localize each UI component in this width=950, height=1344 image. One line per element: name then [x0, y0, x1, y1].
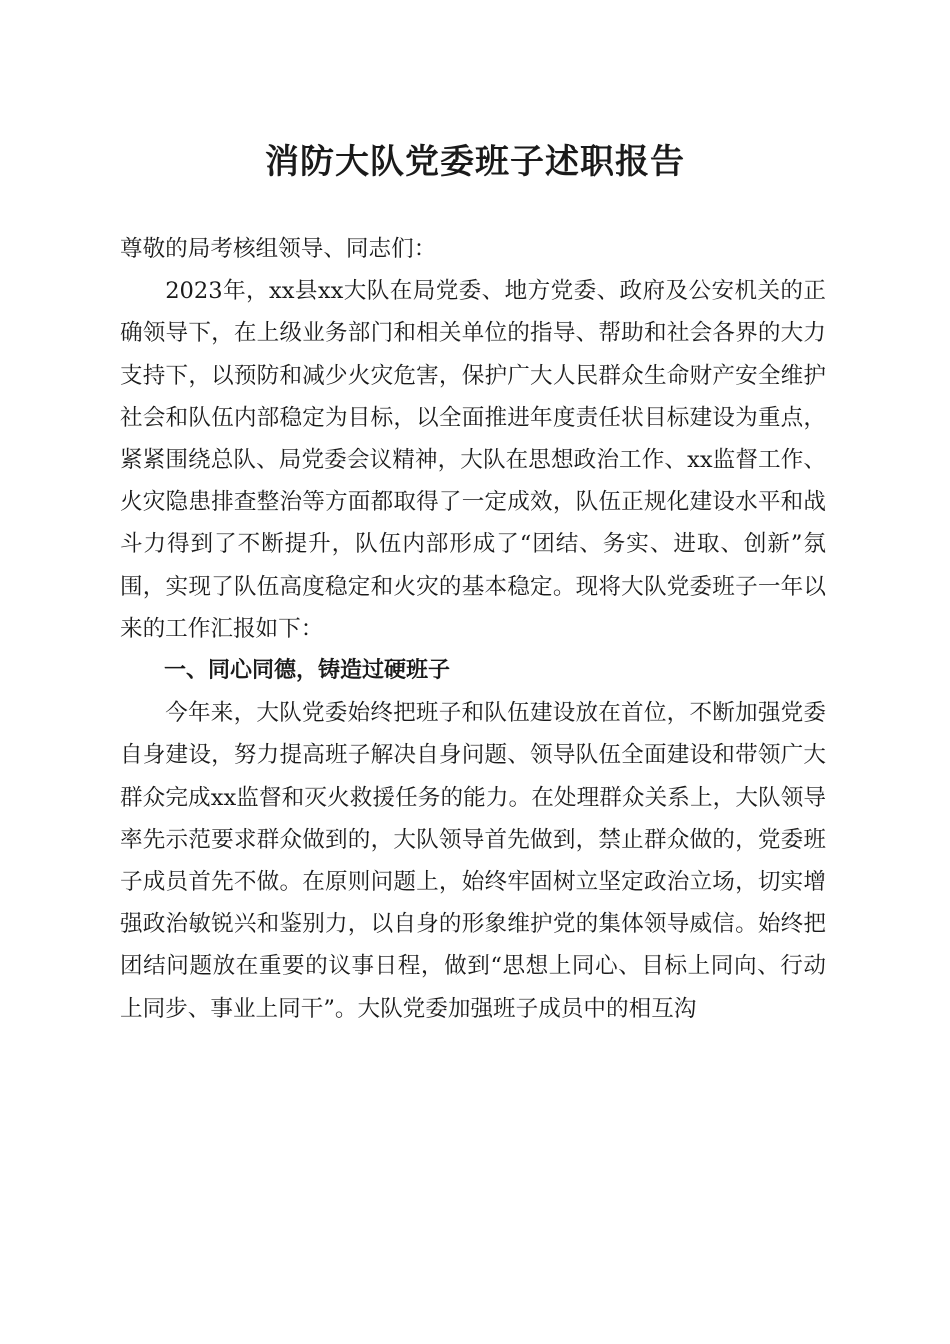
section-paragraph: 今年来，大队党委始终把班子和队伍建设放在首位，不断加强党委自身建设，努力提高班子解决自身问题、领导队伍全面建设和带领广大群众完成xx监督和灭火救援任务的能力。在处理群众关系上，大队领导率先示范要求群众做到的，大队领导首先做到，禁止群众做的，党委班子成员首先不做。在原则问题上，始终牢固树立坚定政治立场，切实增强政治敏锐兴和鉴别力，以自身的形象维护党的集体领导威信。始终把团结问题放在重要的议事日程，做到“思想上同心、目标上同向、行动上同步、事业上同干”。大队党委加强班子成员中的相互沟: [120, 700, 826, 1022]
document-title: 消防大队党委班子述职报告: [265, 142, 685, 182]
intro-paragraph: 2023年，xx县xx大队在局党委、地方党委、政府及公安机关的正确领导下，在上级业务部门和相关单位的指导、帮助和社会各界的大力支持下，以预防和减少火灾危害，保护广大人民群众生命财产安全维护社会和队伍内部稳定为目标，以全面推进年度责任状目标建设为重点，紧紧围绕总队、局党委会议精神，大队在思想政治工作、xx监督工作、火灾隐患排查整治等方面都取得了一定成效，队伍正规化建设水平和战斗力得到了不断提升，队伍内部形成了“团结、务实、进取、创新”氛围，实现了队伍高度稳定和火灾的基本稳定。现将大队党委班子一年以来的工作汇报如下：: [120, 278, 826, 642]
salutation: 尊敬的局考核组领导、同志们：: [120, 236, 437, 262]
document-body: [120, 228, 826, 1030]
section-heading: 一、同心同德，铸造过硬班子: [164, 658, 451, 684]
